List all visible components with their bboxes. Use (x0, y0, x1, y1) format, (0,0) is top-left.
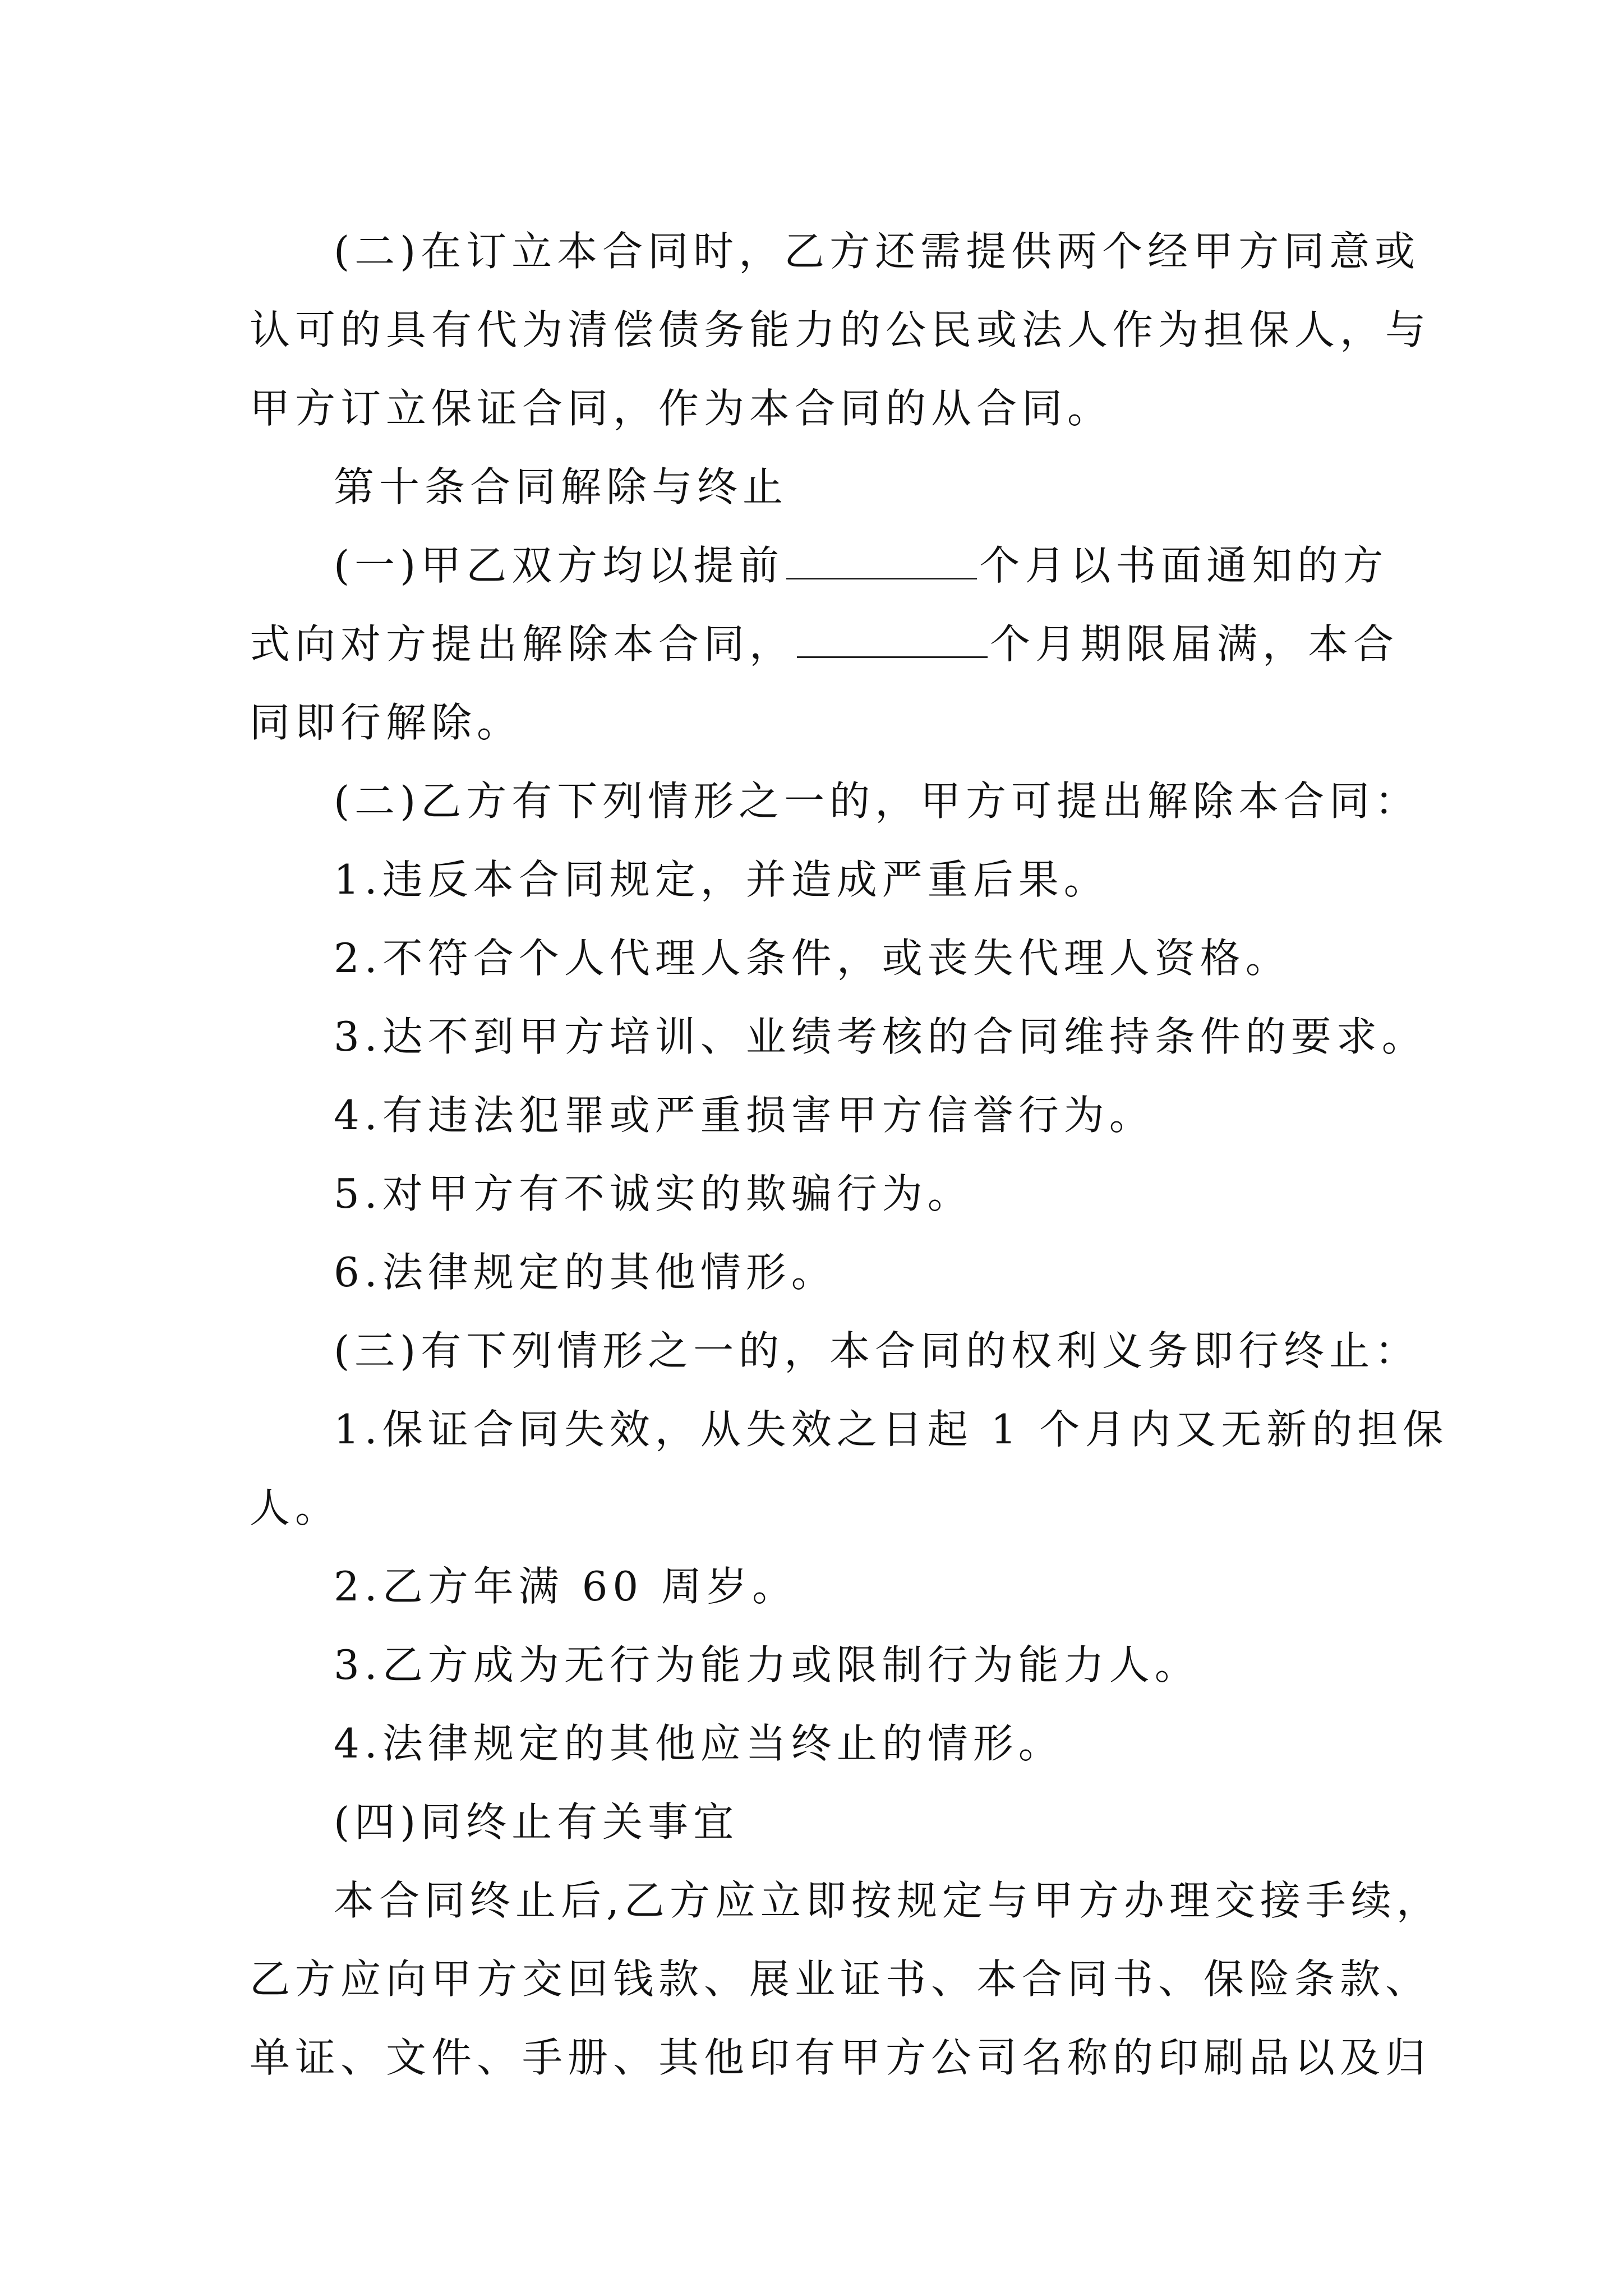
list-item: 1.违反本合同规定，并造成严重后果。 (334, 856, 1109, 903)
list-item: 5.对甲方有不诚实的欺骗行为。 (334, 1170, 973, 1217)
fill-in-blank (786, 543, 977, 579)
list-item: 3.达不到甲方培训、业绩考核的合同维持条件的要求。 (334, 1013, 1427, 1060)
paragraph-line: (二)乙方有下列情形之一的，甲方可提出解除本合同： (334, 777, 1421, 825)
document-body (250, 212, 1449, 2097)
line-segment: (一)甲乙双方均以提前 (334, 542, 785, 589)
line-segment: 式向对方提出解除本合同， (250, 620, 795, 668)
list-item: 2.不符合个人代理人条件，或丧失代理人资格。 (334, 935, 1291, 982)
line-segment: 个月以书面通知的方 (979, 542, 1389, 589)
section-heading: (四)同终止有关事宜 (334, 1798, 739, 1846)
paragraph-line: (三)有下列情形之一的，本合同的权利义务即行终止： (334, 1327, 1421, 1374)
line-segment: 个月期限届满，本合 (990, 620, 1399, 668)
paragraph-line: 乙方应向甲方交回钱款、展业证书、本合同书、保险条款、 (250, 1955, 1431, 2003)
paragraph-line: 单证、文件、手册、其他印有甲方公司名称的印刷品以及归 (250, 2034, 1431, 2081)
paragraph-line: 同即行解除。 (250, 699, 523, 746)
paragraph-line: 人。 (250, 1484, 341, 1531)
list-item: 1.保证合同失效，从失效之日起 1 个月内又无新的担保 (334, 1406, 1449, 1453)
fill-in-blank (797, 622, 988, 658)
paragraph-line (250, 526, 1388, 605)
paragraph-line: 甲方订立保证合同，作为本合同的从合同。 (250, 385, 1113, 432)
paragraph-line: 认可的具有代为清偿债务能力的公民或法人作为担保人，与 (250, 306, 1431, 353)
paragraph-line: 本合同终止后,乙方应立即按规定与甲方办理交接手续， (334, 1877, 1442, 1924)
list-item: 3.乙方成为无行为能力或限制行为能力人。 (334, 1641, 1200, 1688)
article-heading: 第十条合同解除与终止 (334, 463, 789, 510)
list-item: 4.法律规定的其他应当终止的情形。 (334, 1720, 1064, 1767)
list-item: 6.法律规定的其他情形。 (334, 1249, 837, 1296)
list-item: 4.有违法犯罪或严重损害甲方信誉行为。 (334, 1092, 1155, 1139)
paragraph-line (250, 605, 1399, 683)
list-item: 2.乙方年满 60 周岁。 (334, 1563, 798, 1610)
paragraph-line: (二)在订立本合同时，乙方还需提供两个经甲方同意或 (334, 228, 1421, 275)
